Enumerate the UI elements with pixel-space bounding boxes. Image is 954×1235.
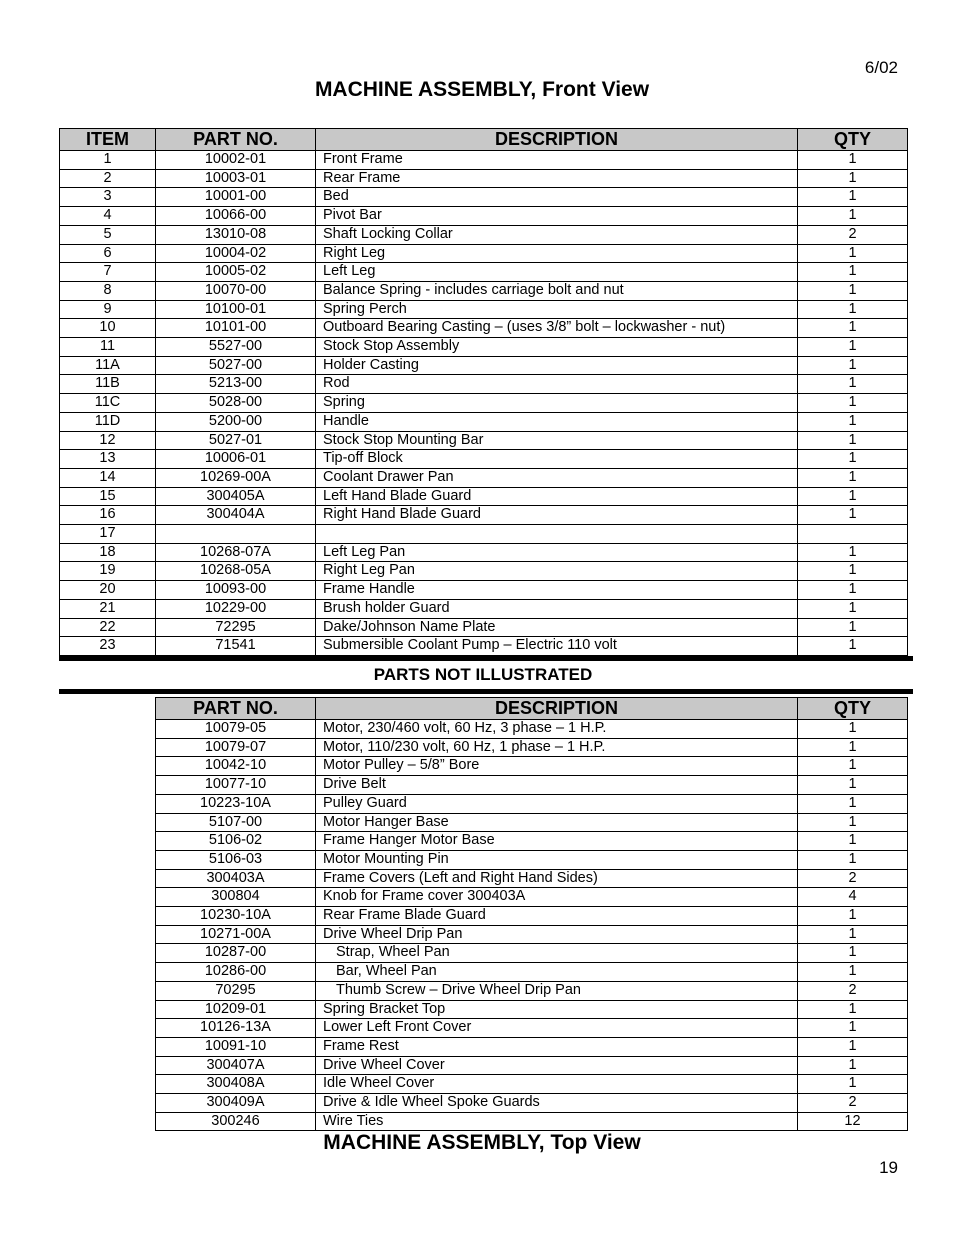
description-cell: Brush holder Guard: [316, 599, 798, 618]
description-cell: Lower Left Front Cover: [316, 1019, 798, 1038]
qty-cell: 1: [798, 431, 908, 450]
description-cell: Outboard Bearing Casting – (uses 3/8” bolt – lockwasher - nut): [316, 319, 798, 338]
table-row: [156, 1000, 908, 1019]
qty-cell: 1: [798, 487, 908, 506]
qty-cell: 1: [798, 450, 908, 469]
description-cell: Frame Rest: [316, 1037, 798, 1056]
qty-cell: 1: [798, 375, 908, 394]
table-row: [156, 850, 908, 869]
qty-cell: 1: [798, 468, 908, 487]
table-row: [60, 300, 908, 319]
part-no-cell: 300404A: [156, 506, 316, 525]
table-row: [156, 813, 908, 832]
item-cell: 11C: [60, 394, 156, 413]
description-cell: [316, 525, 798, 544]
item-cell: 19: [60, 562, 156, 581]
qty-cell: 1: [798, 338, 908, 357]
description-cell: Front Frame: [316, 151, 798, 170]
table-row: [60, 543, 908, 562]
qty-cell: 1: [798, 506, 908, 525]
qty-cell: 1: [798, 300, 908, 319]
description-cell: Right Hand Blade Guard: [316, 506, 798, 525]
description-cell: Knob for Frame cover 300403A: [316, 888, 798, 907]
part-no-cell: [156, 525, 316, 544]
section-title-top-view: MACHINE ASSEMBLY, Top View: [323, 1131, 641, 1154]
part-no-cell: 10230-10A: [156, 907, 316, 926]
part-no-cell: 10003-01: [156, 169, 316, 188]
part-no-cell: 10209-01: [156, 1000, 316, 1019]
table-row: [60, 151, 908, 170]
item-cell: 11: [60, 338, 156, 357]
table-row: [60, 356, 908, 375]
item-cell: 7: [60, 263, 156, 282]
description-cell: Stock Stop Mounting Bar: [316, 431, 798, 450]
part-no-cell: 300405A: [156, 487, 316, 506]
part-no-cell: 10005-02: [156, 263, 316, 282]
description-cell: Handle: [316, 412, 798, 431]
qty-cell: 1: [798, 850, 908, 869]
item-cell: 13: [60, 450, 156, 469]
item-cell: 6: [60, 244, 156, 263]
table-row: [60, 525, 908, 544]
description-cell: Submersible Coolant Pump – Electric 110 volt: [316, 637, 798, 656]
part-no-cell: 10223-10A: [156, 794, 316, 813]
table-row: [60, 244, 908, 263]
table-row: [156, 794, 908, 813]
description-cell: Bar, Wheel Pan: [316, 963, 798, 982]
qty-cell: 1: [798, 1056, 908, 1075]
table-row: [156, 869, 908, 888]
table-row: [156, 963, 908, 982]
table-row: [156, 981, 908, 1000]
divider-bar: [59, 689, 913, 694]
table-row: [60, 506, 908, 525]
description-cell: Spring: [316, 394, 798, 413]
part-no-cell: 5213-00: [156, 375, 316, 394]
description-cell: Spring Bracket Top: [316, 1000, 798, 1019]
qty-cell: 1: [798, 907, 908, 926]
qty-cell: 1: [798, 794, 908, 813]
part-no-cell: 5027-00: [156, 356, 316, 375]
part-no-cell: 10002-01: [156, 151, 316, 170]
item-cell: 18: [60, 543, 156, 562]
table-row: [156, 1019, 908, 1038]
description-cell: Pulley Guard: [316, 794, 798, 813]
table-header-row: [60, 129, 908, 151]
qty-cell: 1: [798, 543, 908, 562]
table-row: [60, 188, 908, 207]
description-cell: Spring Perch: [316, 300, 798, 319]
item-cell: 15: [60, 487, 156, 506]
description-cell: Motor, 110/230 volt, 60 Hz, 1 phase – 1 H.P.: [316, 738, 798, 757]
item-cell: 17: [60, 525, 156, 544]
table-row: [60, 375, 908, 394]
table-row: [156, 1094, 908, 1113]
table-row: [156, 776, 908, 795]
item-cell: 4: [60, 207, 156, 226]
description-cell: Pivot Bar: [316, 207, 798, 226]
part-no-cell: 300804: [156, 888, 316, 907]
part-no-cell: 10079-05: [156, 720, 316, 739]
qty-cell: 1: [798, 1037, 908, 1056]
qty-cell: 4: [798, 888, 908, 907]
qty-cell: 2: [798, 869, 908, 888]
item-cell: 8: [60, 281, 156, 300]
table-row: [156, 757, 908, 776]
parts-table: [59, 128, 908, 656]
table-row: [156, 907, 908, 926]
qty-cell: 1: [798, 832, 908, 851]
part-no-cell: 10268-07A: [156, 543, 316, 562]
part-no-cell: 5527-00: [156, 338, 316, 357]
table-row: [60, 637, 908, 656]
part-no-cell: 10077-10: [156, 776, 316, 795]
description-cell: Right Leg: [316, 244, 798, 263]
description-cell: Wire Ties: [316, 1112, 798, 1131]
qty-cell: 1: [798, 319, 908, 338]
item-cell: 2: [60, 169, 156, 188]
part-no-cell: 10269-00A: [156, 468, 316, 487]
part-no-cell: 10286-00: [156, 963, 316, 982]
part-no-cell: 10091-10: [156, 1037, 316, 1056]
qty-cell: 1: [798, 1019, 908, 1038]
table-row: [60, 618, 908, 637]
revision-date: 6/02: [864, 58, 898, 77]
part-no-cell: 10229-00: [156, 599, 316, 618]
page-number: 19: [879, 1158, 898, 1177]
item-cell: 11A: [60, 356, 156, 375]
qty-cell: 1: [798, 963, 908, 982]
part-no-cell: 72295: [156, 618, 316, 637]
description-cell: Idle Wheel Cover: [316, 1075, 798, 1094]
header-description: DESCRIPTION: [316, 698, 798, 720]
description-cell: Balance Spring - includes carriage bolt and nut: [316, 281, 798, 300]
description-cell: Tip-off Block: [316, 450, 798, 469]
qty-cell: 1: [798, 925, 908, 944]
qty-cell: 1: [798, 151, 908, 170]
table-row: [156, 1075, 908, 1094]
table-row: [156, 1112, 908, 1131]
part-no-cell: 300408A: [156, 1075, 316, 1094]
part-no-cell: 5027-01: [156, 431, 316, 450]
table-row: [60, 263, 908, 282]
description-cell: Dake/Johnson Name Plate: [316, 618, 798, 637]
header-qty: QTY: [798, 698, 908, 720]
part-no-cell: 5028-00: [156, 394, 316, 413]
description-cell: Shaft Locking Collar: [316, 225, 798, 244]
qty-cell: 1: [798, 944, 908, 963]
qty-cell: [798, 525, 908, 544]
qty-cell: 2: [798, 981, 908, 1000]
description-cell: Frame Covers (Left and Right Hand Sides): [316, 869, 798, 888]
qty-cell: 1: [798, 412, 908, 431]
item-cell: 14: [60, 468, 156, 487]
part-no-cell: 300403A: [156, 869, 316, 888]
header-qty: QTY: [798, 129, 908, 151]
item-cell: 5: [60, 225, 156, 244]
description-cell: Left Leg: [316, 263, 798, 282]
part-no-cell: 10287-00: [156, 944, 316, 963]
part-no-cell: 10004-02: [156, 244, 316, 263]
item-cell: 11B: [60, 375, 156, 394]
part-no-cell: 5106-02: [156, 832, 316, 851]
part-no-cell: 13010-08: [156, 225, 316, 244]
table-row: [156, 888, 908, 907]
table-row: [156, 1056, 908, 1075]
qty-cell: 1: [798, 1075, 908, 1094]
part-no-cell: 10079-07: [156, 738, 316, 757]
description-cell: Bed: [316, 188, 798, 207]
table-row: [60, 599, 908, 618]
part-no-cell: 10042-10: [156, 757, 316, 776]
description-cell: Holder Casting: [316, 356, 798, 375]
description-cell: Frame Handle: [316, 581, 798, 600]
qty-cell: 1: [798, 599, 908, 618]
qty-cell: 1: [798, 720, 908, 739]
item-cell: 16: [60, 506, 156, 525]
page-title: MACHINE ASSEMBLY, Front View: [314, 78, 650, 101]
description-cell: Coolant Drawer Pan: [316, 468, 798, 487]
table-row: [60, 487, 908, 506]
part-no-cell: 71541: [156, 637, 316, 656]
part-no-cell: 10093-00: [156, 581, 316, 600]
part-no-cell: 10268-05A: [156, 562, 316, 581]
qty-cell: 1: [798, 394, 908, 413]
part-no-cell: 10271-00A: [156, 925, 316, 944]
description-cell: Drive Belt: [316, 776, 798, 795]
table-row: [156, 1037, 908, 1056]
table-row: [60, 581, 908, 600]
section-title-not-illustrated: PARTS NOT ILLUSTRATED: [373, 665, 593, 684]
qty-cell: 1: [798, 207, 908, 226]
qty-cell: 1: [798, 776, 908, 795]
table-row: [60, 412, 908, 431]
part-no-cell: 10070-00: [156, 281, 316, 300]
description-cell: Frame Hanger Motor Base: [316, 832, 798, 851]
item-cell: 9: [60, 300, 156, 319]
table-row: [156, 832, 908, 851]
description-cell: Rod: [316, 375, 798, 394]
table-row: [60, 562, 908, 581]
part-no-cell: 5107-00: [156, 813, 316, 832]
part-no-cell: 5200-00: [156, 412, 316, 431]
qty-cell: 1: [798, 562, 908, 581]
item-cell: 3: [60, 188, 156, 207]
table-header-row: [156, 698, 908, 720]
description-cell: Left Leg Pan: [316, 543, 798, 562]
item-cell: 20: [60, 581, 156, 600]
part-no-cell: 300407A: [156, 1056, 316, 1075]
description-cell: Rear Frame: [316, 169, 798, 188]
table-row: [156, 944, 908, 963]
description-cell: Motor, 230/460 volt, 60 Hz, 3 phase – 1 H.P.: [316, 720, 798, 739]
qty-cell: 1: [798, 281, 908, 300]
qty-cell: 1: [798, 813, 908, 832]
table-row: [60, 225, 908, 244]
part-no-cell: 10001-00: [156, 188, 316, 207]
description-cell: Motor Pulley – 5/8” Bore: [316, 757, 798, 776]
table-row: [60, 394, 908, 413]
divider-bar: [59, 656, 913, 661]
qty-cell: 1: [798, 637, 908, 656]
qty-cell: 1: [798, 618, 908, 637]
item-cell: 21: [60, 599, 156, 618]
table-row: [60, 431, 908, 450]
table-row: [60, 338, 908, 357]
part-no-cell: 5106-03: [156, 850, 316, 869]
description-cell: Drive Wheel Cover: [316, 1056, 798, 1075]
header-part-no: PART NO.: [156, 129, 316, 151]
item-cell: 1: [60, 151, 156, 170]
description-cell: Motor Hanger Base: [316, 813, 798, 832]
part-no-cell: 10066-00: [156, 207, 316, 226]
part-no-cell: 70295: [156, 981, 316, 1000]
header-part-no: PART NO.: [156, 698, 316, 720]
description-cell: Stock Stop Assembly: [316, 338, 798, 357]
table-row: [60, 207, 908, 226]
part-no-cell: 10101-00: [156, 319, 316, 338]
table-row: [60, 281, 908, 300]
qty-cell: 1: [798, 757, 908, 776]
part-no-cell: 10006-01: [156, 450, 316, 469]
description-cell: Motor Mounting Pin: [316, 850, 798, 869]
table-row: [60, 450, 908, 469]
item-cell: 22: [60, 618, 156, 637]
table-row: [156, 738, 908, 757]
table-row: [60, 169, 908, 188]
qty-cell: 1: [798, 263, 908, 282]
description-cell: Right Leg Pan: [316, 562, 798, 581]
qty-cell: 1: [798, 356, 908, 375]
parts-not-illustrated-table: [155, 697, 908, 1131]
header-item: ITEM: [60, 129, 156, 151]
item-cell: 10: [60, 319, 156, 338]
item-cell: 12: [60, 431, 156, 450]
part-no-cell: 300409A: [156, 1094, 316, 1113]
part-no-cell: 300246: [156, 1112, 316, 1131]
description-cell: Left Hand Blade Guard: [316, 487, 798, 506]
qty-cell: 1: [798, 581, 908, 600]
item-cell: 23: [60, 637, 156, 656]
qty-cell: 2: [798, 225, 908, 244]
table-row: [156, 720, 908, 739]
description-cell: Strap, Wheel Pan: [316, 944, 798, 963]
item-cell: 11D: [60, 412, 156, 431]
description-cell: Thumb Screw – Drive Wheel Drip Pan: [316, 981, 798, 1000]
qty-cell: 12: [798, 1112, 908, 1131]
qty-cell: 1: [798, 1000, 908, 1019]
qty-cell: 2: [798, 1094, 908, 1113]
qty-cell: 1: [798, 738, 908, 757]
part-no-cell: 10100-01: [156, 300, 316, 319]
part-no-cell: 10126-13A: [156, 1019, 316, 1038]
description-cell: Rear Frame Blade Guard: [316, 907, 798, 926]
table-row: [60, 319, 908, 338]
qty-cell: 1: [798, 188, 908, 207]
description-cell: Drive Wheel Drip Pan: [316, 925, 798, 944]
qty-cell: 1: [798, 169, 908, 188]
description-cell: Drive & Idle Wheel Spoke Guards: [316, 1094, 798, 1113]
table-row: [60, 468, 908, 487]
header-description: DESCRIPTION: [316, 129, 798, 151]
table-row: [156, 925, 908, 944]
qty-cell: 1: [798, 244, 908, 263]
